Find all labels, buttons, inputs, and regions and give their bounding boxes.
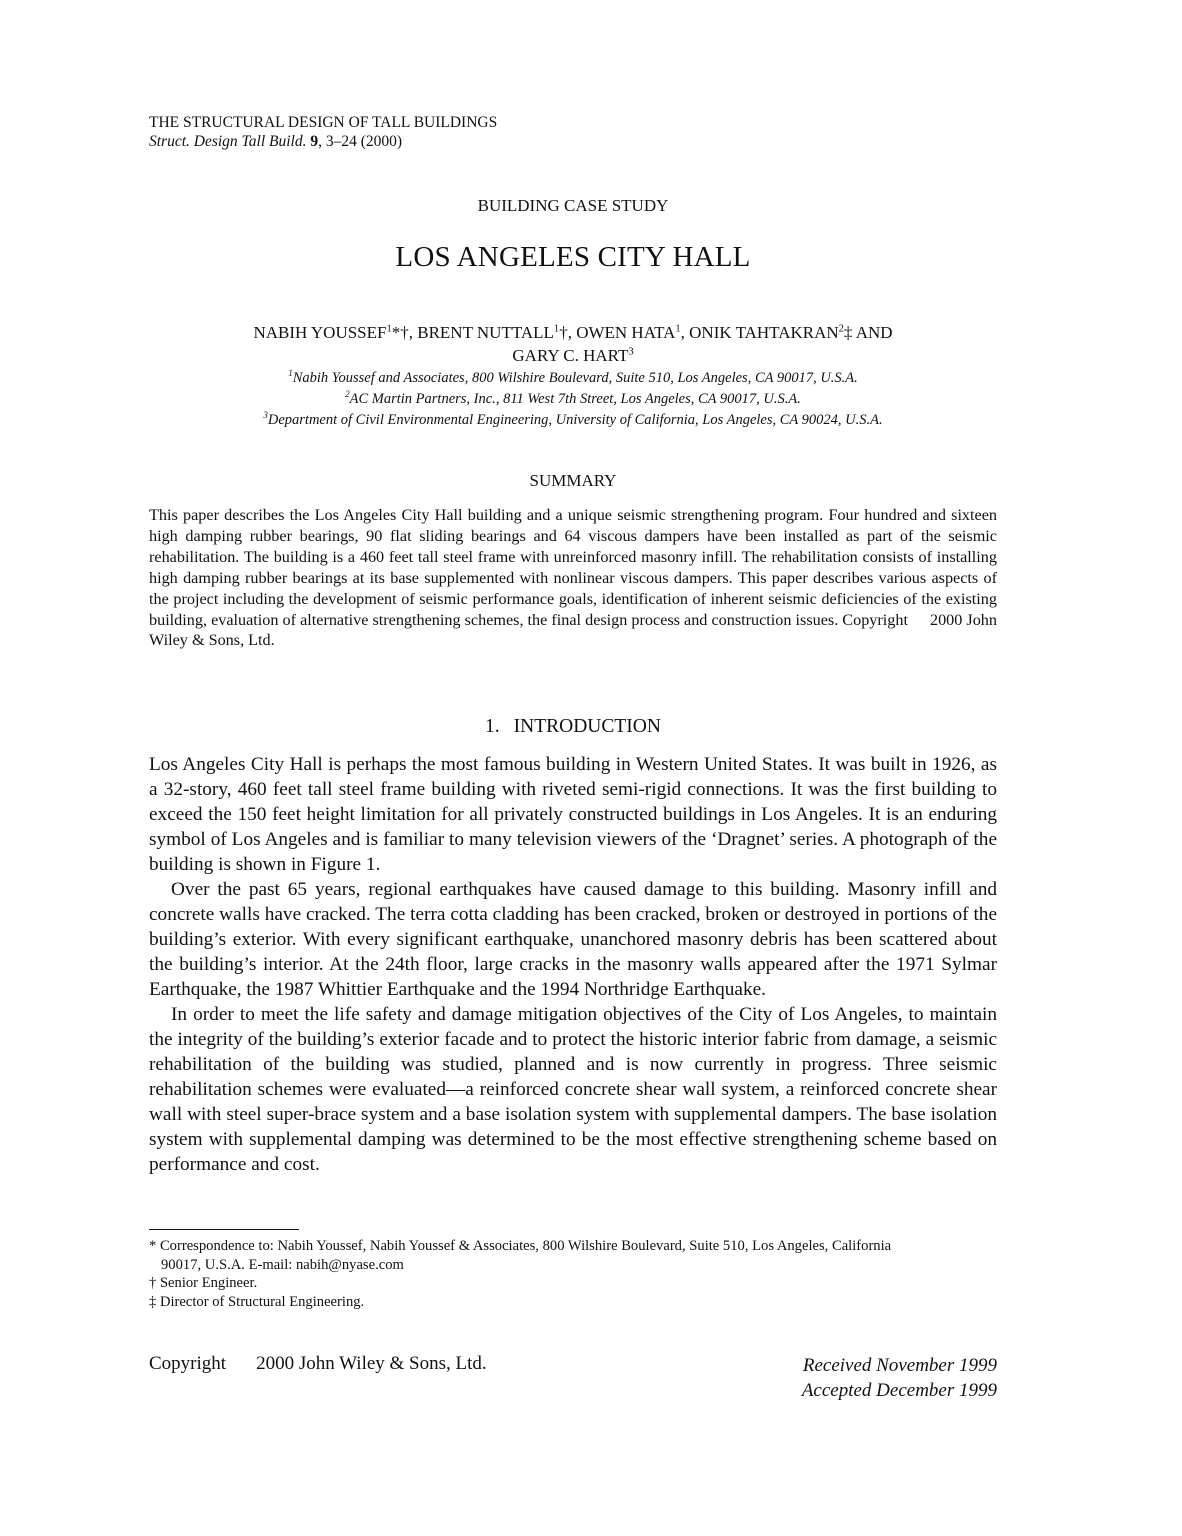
article-category: BUILDING CASE STUDY (477, 196, 669, 215)
journal-header (149, 113, 497, 151)
author-sup: 3 (628, 346, 634, 358)
received-date: Received November 1999 (802, 1355, 997, 1376)
summary-text (149, 505, 997, 651)
article-title: LOS ANGELES CITY HALL (395, 241, 751, 273)
introduction-body (149, 752, 997, 1177)
section-title: INTRODUCTION (513, 716, 661, 737)
accepted-date: Accepted December 1999 (801, 1380, 997, 1401)
affiliation-text: AC Martin Partners, Inc., 811 West 7th Street, Los Angeles, CA 90017, U.S.A. (349, 391, 801, 407)
author-marks: †, (559, 323, 577, 342)
footer-copyright (149, 1353, 487, 1375)
author-sup: 1 (553, 323, 560, 335)
affiliation-text: Nabih Youssef and Associates, 800 Wilshire Boulevard, Suite 510, Los Angeles, CA 90017, U.S.A. (292, 370, 858, 386)
author-line-1 (149, 321, 997, 344)
affiliation-sup: 2 (345, 389, 350, 400)
affiliation (149, 410, 997, 431)
section-heading-introduction (149, 716, 997, 738)
affiliation (149, 389, 997, 410)
author-line-2 (149, 344, 997, 367)
footnote-correspondence-cont: 90017, U.S.A. E-mail: nabih@nyase.com (161, 1256, 404, 1273)
citation-pages: , 3–24 (2000) (318, 133, 403, 150)
author-sup: 2 (838, 323, 844, 335)
author-sup: 1 (675, 323, 681, 335)
author-name: ONIK TAHTAKRAN (689, 323, 839, 342)
summary-copyright: 2000 John Wiley & Sons, Ltd. (149, 610, 997, 650)
author-marks: *†, (391, 323, 418, 342)
citation-journal: Struct. Design Tall Build. (149, 133, 307, 150)
author-name: BRENT NUTTALL (417, 323, 554, 342)
footnote-rule (149, 1229, 299, 1230)
copyright-text: 2000 John Wiley & Sons, Ltd. (256, 1353, 487, 1374)
journal-citation (149, 132, 497, 151)
author-name: GARY C. HART (512, 346, 629, 365)
intro-paragraph: Over the past 65 years, regional earthquakes have caused damage to this building. Masonry infill and concrete walls have cracked. The terra cotta cladding has been cracked, broken or destroyed in portions of the building’s exterior. With every significant earthquake, unanchored masonry debris has been scattered about the building’s interior. At the 24th floor, large cracks in the masonry walls appeared after the 1971 Sylmar Earthquake, the 1987 Whittier Earthquake and the 1994 Northridge Earthquake. (149, 879, 997, 1000)
affiliation-text: Department of Civil Environmental Engineering, University of California, Los Angeles, CA 90024, U.S.A. (267, 412, 883, 428)
summary-heading: SUMMARY (529, 471, 617, 490)
author-marks: ‡ AND (843, 323, 893, 342)
intro-paragraph: Los Angeles City Hall is perhaps the most famous building in Western United States. It was built in 1926, as a 32-story, 460 feet tall steel frame building with riveted semi-rigid connections. It was the first building to exceed the 150 feet height limitation for all privately constructed buildings in Los Angeles. It is an enduring symbol of Los Angeles and is familiar to many television viewers of the ‘Dragnet’ series. A photograph of the building is shown in Figure 1. (149, 754, 997, 875)
affiliation-sup: 1 (288, 368, 293, 379)
journal-name: THE STRUCTURAL DESIGN OF TALL BUILDINGS (149, 114, 498, 131)
footnotes (149, 1237, 997, 1311)
author-sup: 1 (386, 323, 392, 335)
author-name: NABIH YOUSSEF (253, 323, 387, 342)
footnote-correspondence: * Correspondence to: Nabih Youssef, Nabih Youssef & Associates, 800 Wilshire Boulevard, Suite 510, Los Angeles, California (149, 1238, 892, 1254)
intro-paragraph: In order to meet the life safety and damage mitigation objectives of the City of Los Angeles, to maintain the integrity of the building’s exterior facade and to protect the historic interior fabric from damage, a seismic rehabilitation of the building was studied, planned and is now currently in progress. Three seismic rehabilitation schemes were evaluated—a reinforced concrete shear wall system, a reinforced concrete shear wall with steel super-brace system and a base isolation system with supplemental dampers. The base isolation system with supplemental damping was determined to be the most effective strengthening scheme based on performance and cost. (149, 1004, 997, 1175)
affiliation-sup: 3 (263, 410, 268, 421)
copyright-word: Copyright (149, 1353, 227, 1374)
footnote-dagger: † Senior Engineer. (149, 1275, 258, 1292)
author-marks: , (680, 323, 690, 342)
author-name: OWEN HATA (576, 323, 676, 342)
footer-dates (802, 1353, 997, 1403)
author-list (149, 321, 997, 367)
citation-volume: 9 (310, 133, 319, 150)
affiliation (149, 368, 997, 389)
footnote-double-dagger: ‡ Director of Structural Engineering. (149, 1293, 365, 1310)
section-number: 1. (485, 716, 500, 737)
summary-body: This paper describes the Los Angeles City Hall building and a unique seismic strengthening program. Four hundred and sixteen high damping rubber bearings, 90 flat sliding bearings and 64 viscous dampers have been installed as part of the seismic rehabilitation. The building is a 460 feet tall steel frame with unreinforced masonry infill. The rehabilitation consists of installing high damping rubber bearings at its base supplemented with nonlinear viscous dampers. This paper describes various aspects of the project including the development of seismic performance goals, identification of inherent seismic deficiencies of the existing building, evaluation of alternative strengthening schemes, the final design process and construction issues. Copyright (149, 506, 997, 629)
affiliation-list (149, 368, 997, 431)
